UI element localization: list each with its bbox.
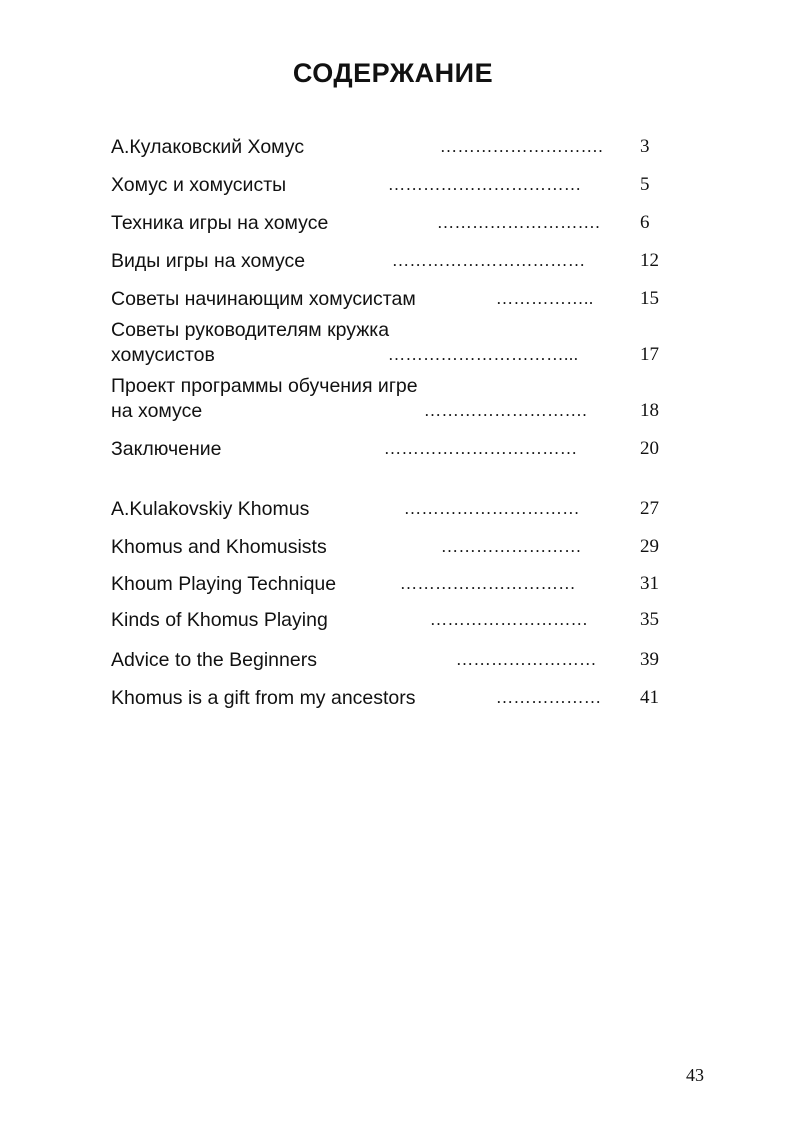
toc-entry-page: 39 (640, 649, 659, 670)
toc-dot-leader: ………………………. (437, 213, 601, 232)
toc-entry-title: А.Кулаковский Хомус (111, 136, 305, 158)
toc-entry-title: Advice to the Beginners (111, 649, 317, 671)
toc-dot-leader: ………………………. (424, 401, 588, 420)
toc-entry-page: 35 (640, 609, 659, 630)
toc-dot-leader: ………………………. (440, 137, 604, 156)
toc-entry-page: 5 (640, 174, 650, 195)
toc-entry-page: 18 (640, 400, 659, 421)
toc-entry-page: 15 (640, 288, 659, 309)
toc-entry-page: 29 (640, 536, 659, 557)
toc-entry-page: 17 (640, 344, 659, 365)
toc-entry-title: на хомусе (111, 400, 203, 422)
toc-entry-title: Советы начинающим хомусистам (111, 288, 416, 310)
toc-dot-leader: …………………… (456, 650, 597, 669)
page-title: СОДЕРЖАНИЕ (292, 58, 494, 88)
toc-dot-leader: ……………… (496, 688, 602, 707)
toc-entry-title: Kinds of Khomus Playing (111, 609, 328, 631)
toc-entry-page: 31 (640, 573, 659, 594)
toc-entry-title: Заключение (111, 438, 222, 460)
toc-dot-leader: …………………………... (388, 345, 579, 364)
toc-entry-title: Проект программы обучения игре (111, 375, 418, 397)
toc-entry-title: Khoum Playing Technique (111, 573, 337, 595)
toc-entry-page: 12 (640, 250, 659, 271)
toc-entry-page: 3 (640, 136, 650, 157)
toc-dot-leader: ………………………… (404, 499, 580, 518)
toc-entry-title: Khomus is a gift from my ancestors (111, 687, 416, 709)
toc-entry-title: Техника игры на хомусе (111, 212, 329, 234)
toc-entry-title: A.Kulakovskiy Khomus (111, 498, 310, 520)
toc-dot-leader: …………………………… (388, 175, 582, 194)
toc-entry-page: 27 (640, 498, 659, 519)
toc-entry-title: Советы руководителям кружка (111, 319, 390, 341)
toc-entry-title: Khomus and Khomusists (111, 536, 327, 558)
toc-dot-leader: …………….. (496, 289, 594, 308)
toc-entry-page: 6 (640, 212, 650, 233)
toc-dot-leader: …………………………… (384, 439, 578, 458)
toc-dot-leader: …………………………… (392, 251, 586, 270)
toc-entry-title: Хомус и хомусисты (111, 174, 287, 196)
toc-entry-title: Виды игры на хомусе (111, 250, 306, 272)
toc-dot-leader: ……………………… (430, 610, 589, 629)
toc-entry-page: 20 (640, 438, 659, 459)
page-number: 43 (686, 1065, 704, 1085)
toc-entry-page: 41 (640, 687, 659, 708)
toc-dot-leader: …………………… (441, 537, 582, 556)
toc-dot-leader: ………………………… (400, 574, 576, 593)
toc-entry-title: хомусистов (111, 344, 215, 366)
